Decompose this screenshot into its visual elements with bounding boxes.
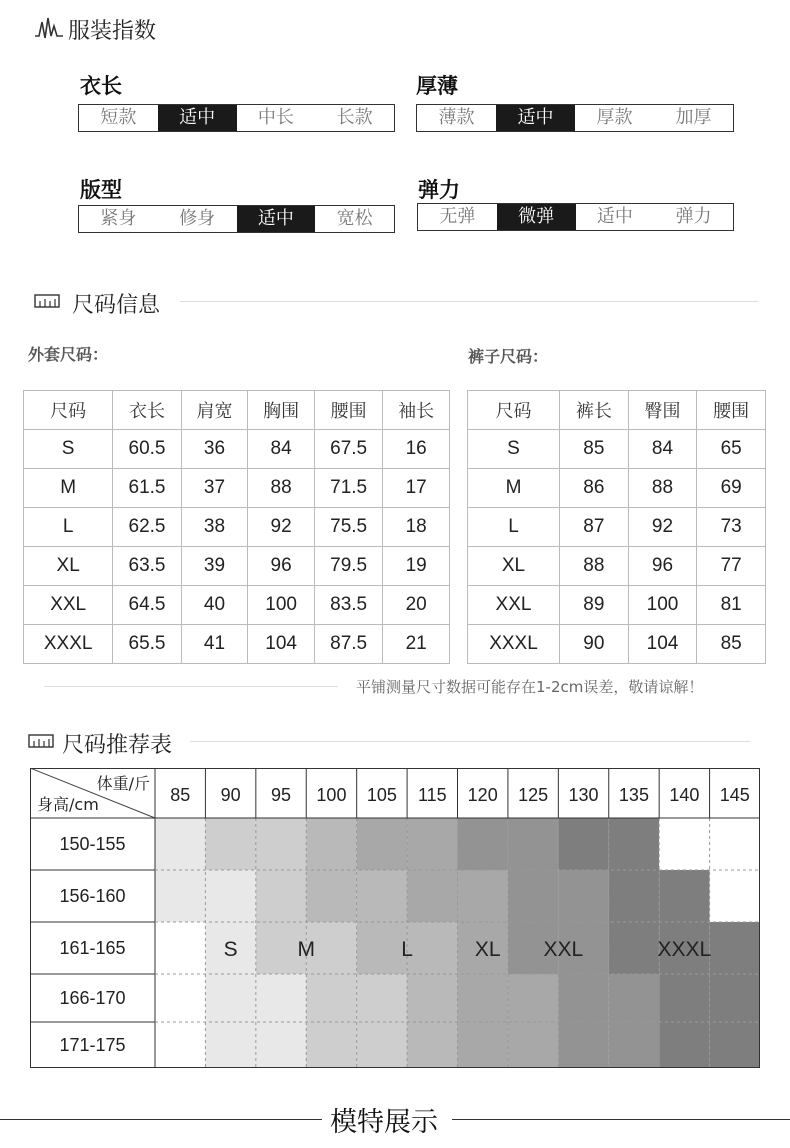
grid-cell: [155, 870, 205, 922]
weight-label: 100: [316, 785, 347, 805]
grid-cell: [508, 974, 558, 1022]
thickness-option[interactable]: 加厚: [675, 107, 712, 128]
grid-cell: [558, 818, 608, 870]
table-cell: 90: [560, 625, 629, 664]
table-cell: 18: [383, 508, 450, 547]
table-cell: 64.5: [113, 586, 181, 625]
fit-option[interactable]: 修身: [179, 208, 216, 229]
table-cell: 69: [697, 469, 766, 508]
table-cell: 65.5: [113, 625, 181, 664]
elasticity-option[interactable]: 无弹: [439, 206, 476, 227]
table-row: [24, 586, 450, 625]
footer-line-right: [452, 1119, 790, 1120]
grid-cell: [155, 922, 205, 974]
grid-cell: [407, 870, 457, 922]
table-cell: 40: [181, 586, 248, 625]
table-row: [24, 625, 450, 664]
thickness-option[interactable]: 薄款: [438, 107, 475, 128]
grid-cell: [558, 1022, 608, 1068]
grid-cell: [609, 818, 659, 870]
grid-cell: [407, 1022, 457, 1068]
table-header-cell: 臀围: [628, 391, 697, 430]
thickness-option[interactable]: 厚款: [596, 107, 633, 128]
table-cell: M: [24, 469, 113, 508]
thickness-option-selected[interactable]: 适中: [496, 105, 575, 131]
table-cell: 83.5: [314, 586, 382, 625]
grid-cell: [155, 974, 205, 1022]
table-row: [468, 586, 766, 625]
corner-height-label: 身高/cm: [37, 795, 99, 814]
divider: [44, 686, 338, 687]
table-cell: 77: [697, 547, 766, 586]
grid-cell: [458, 870, 508, 922]
table-cell: 67.5: [314, 430, 382, 469]
table-cell: 84: [628, 430, 697, 469]
table-cell: 71.5: [314, 469, 382, 508]
table-cell: XXXL: [468, 625, 560, 664]
weight-label: 125: [518, 785, 549, 805]
table-header-cell: 尺码: [468, 391, 560, 430]
grid-cell: [155, 1022, 205, 1068]
table-cell: S: [468, 430, 560, 469]
grid-cell: [407, 818, 457, 870]
table-row: [468, 625, 766, 664]
table-cell: 19: [383, 547, 450, 586]
length-option[interactable]: 中长: [257, 107, 294, 128]
pants-size-label: 裤子尺码：: [468, 347, 549, 366]
table-header-cell: 尺码: [24, 391, 113, 430]
table-cell: XL: [24, 547, 113, 586]
table-cell: L: [468, 508, 560, 547]
weight-label: 130: [568, 785, 599, 805]
grid-cell: [357, 870, 407, 922]
table-cell: 63.5: [113, 547, 181, 586]
table-header-cell: 胸围: [248, 391, 315, 430]
footer-title-model-showcase: 模特展示: [330, 1107, 438, 1138]
attr-title-thickness: 厚薄: [416, 74, 458, 98]
size-label: L: [401, 938, 413, 961]
table-cell: 39: [181, 547, 248, 586]
table-row: [468, 508, 766, 547]
grid-cell: [659, 818, 709, 870]
weight-label: 135: [618, 785, 649, 805]
grid-cell: [256, 818, 306, 870]
table-cell: 104: [628, 625, 697, 664]
grid-cell: [458, 974, 508, 1022]
fit-option-selected[interactable]: 适中: [237, 206, 316, 232]
fit-option[interactable]: 宽松: [336, 208, 373, 229]
table-row: [24, 430, 450, 469]
grid-cell: [205, 974, 255, 1022]
table-cell: S: [24, 430, 113, 469]
table-cell: 96: [628, 547, 697, 586]
pants-size-table: [467, 390, 766, 664]
table-cell: 96: [248, 547, 315, 586]
table-row: [468, 547, 766, 586]
size-label: M: [297, 938, 315, 961]
elasticity-option-selected[interactable]: 微弹: [497, 204, 576, 230]
table-cell: M: [468, 469, 560, 508]
grid-cell: [306, 818, 356, 870]
table-cell: 73: [697, 508, 766, 547]
table-cell: 88: [560, 547, 629, 586]
table-cell: 62.5: [113, 508, 181, 547]
size-recommendation-chart: [30, 768, 760, 1068]
grid-cell: [357, 974, 407, 1022]
jacket-size-table: [23, 390, 450, 664]
table-header-cell: 衣长: [113, 391, 181, 430]
grid-cell: [710, 922, 760, 974]
table-cell: XL: [468, 547, 560, 586]
size-label: S: [223, 938, 238, 961]
table-cell: 79.5: [314, 547, 382, 586]
table-cell: 85: [697, 625, 766, 664]
attr-title-elasticity: 弹力: [418, 178, 460, 202]
elasticity-option[interactable]: 适中: [596, 206, 633, 227]
table-cell: 88: [628, 469, 697, 508]
grid-cell: [710, 974, 760, 1022]
grid-cell: [256, 974, 306, 1022]
grid-cell: [710, 1022, 760, 1068]
table-header-cell: 腰围: [697, 391, 766, 430]
section-title-size-recommend: 尺码推荐表: [62, 733, 173, 758]
table-cell: 36: [181, 430, 248, 469]
weight-label: 90: [220, 785, 241, 805]
table-header-row: [468, 391, 766, 430]
weight-label: 85: [170, 785, 191, 805]
table-cell: 65: [697, 430, 766, 469]
grid-cell: [558, 870, 608, 922]
table-header-row: [24, 391, 450, 430]
grid-cell: [458, 818, 508, 870]
table-cell: 41: [181, 625, 248, 664]
table-cell: 86: [560, 469, 629, 508]
table-row: [24, 547, 450, 586]
table-cell: L: [24, 508, 113, 547]
table-cell: 84: [248, 430, 315, 469]
grid-cell: [357, 1022, 407, 1068]
table-cell: 21: [383, 625, 450, 664]
table-cell: 16: [383, 430, 450, 469]
grid-cell: [508, 870, 558, 922]
grid-cell: [659, 974, 709, 1022]
table-header-cell: 肩宽: [181, 391, 248, 430]
table-cell: 87.5: [314, 625, 382, 664]
section-title-clothing-index: 服装指数: [68, 19, 157, 44]
divider: [180, 301, 758, 302]
grid-cell: [306, 1022, 356, 1068]
grid-cell: [357, 922, 407, 974]
grid-cell: [659, 1022, 709, 1068]
length-option[interactable]: 长款: [336, 107, 373, 128]
table-cell: 37: [181, 469, 248, 508]
attr-title-length: 衣长: [80, 74, 122, 98]
divider: [190, 741, 750, 742]
table-cell: 100: [628, 586, 697, 625]
table-cell: 92: [248, 508, 315, 547]
ruler-icon: [34, 294, 60, 308]
grid-cell: [357, 818, 407, 870]
thickness-selector: [416, 104, 734, 132]
table-cell: 17: [383, 469, 450, 508]
size-label: XL: [474, 938, 501, 961]
table-cell: 85: [560, 430, 629, 469]
table-cell: 61.5: [113, 469, 181, 508]
grid-cell: [256, 1022, 306, 1068]
grid-cell: [306, 974, 356, 1022]
table-cell: XXL: [24, 586, 113, 625]
table-cell: 92: [628, 508, 697, 547]
grid-cell: [407, 922, 457, 974]
section-title-size-info: 尺码信息: [72, 293, 161, 318]
table-cell: 75.5: [314, 508, 382, 547]
height-label: 150-155: [59, 834, 126, 854]
grid-cell: [609, 974, 659, 1022]
length-selector: [78, 104, 395, 132]
attr-title-fit: 版型: [80, 178, 122, 202]
table-header-cell: 腰围: [314, 391, 382, 430]
elasticity-option[interactable]: 弹力: [675, 206, 712, 227]
table-cell: 100: [248, 586, 315, 625]
grid-cell: [155, 818, 205, 870]
corner-weight-label: 体重/斤: [96, 774, 150, 793]
height-label: 171-175: [59, 1035, 126, 1055]
grid-cell: [710, 870, 760, 922]
grid-cell: [659, 870, 709, 922]
fit-option[interactable]: 紧身: [100, 208, 137, 229]
height-label: 156-160: [59, 886, 126, 906]
table-cell: 20: [383, 586, 450, 625]
grid-cell: [609, 1022, 659, 1068]
table-row: [468, 469, 766, 508]
grid-cell: [609, 870, 659, 922]
table-cell: 38: [181, 508, 248, 547]
grid-cell: [458, 1022, 508, 1068]
table-cell: 104: [248, 625, 315, 664]
height-label: 166-170: [59, 988, 126, 1008]
table-cell: 88: [248, 469, 315, 508]
table-cell: 81: [697, 586, 766, 625]
measurement-note: 平铺测量尺寸数据可能存在1-2cm误差，敬请谅解！: [356, 678, 704, 696]
length-option-selected[interactable]: 适中: [158, 105, 237, 131]
grid-cell: [205, 1022, 255, 1068]
footer-line-left: [0, 1119, 322, 1120]
grid-cell: [710, 818, 760, 870]
table-cell: XXXL: [24, 625, 113, 664]
grid-cell: [609, 922, 659, 974]
table-cell: XXL: [468, 586, 560, 625]
elasticity-selector: [417, 203, 734, 231]
grid-cell: [256, 870, 306, 922]
jacket-size-label: 外套尺码：: [28, 345, 109, 364]
grid-cell: [508, 1022, 558, 1068]
ruler-icon: [28, 734, 54, 748]
table-row: [24, 508, 450, 547]
grid-cell: [407, 974, 457, 1022]
table-header-cell: 裤长: [560, 391, 629, 430]
table-cell: 60.5: [113, 430, 181, 469]
table-row: [24, 469, 450, 508]
weight-label: 120: [467, 785, 498, 805]
table-cell: 89: [560, 586, 629, 625]
grid-cell: [508, 818, 558, 870]
weight-label: 140: [669, 785, 700, 805]
length-option[interactable]: 短款: [100, 107, 137, 128]
size-label: XXXL: [657, 938, 712, 961]
pulse-icon: [34, 14, 64, 40]
grid-cell: [306, 870, 356, 922]
weight-label: 115: [417, 785, 447, 805]
weight-label: 95: [271, 785, 292, 805]
weight-label: 145: [719, 785, 750, 805]
table-cell: 87: [560, 508, 629, 547]
grid-cell: [205, 818, 255, 870]
table-header-cell: 袖长: [383, 391, 450, 430]
grid-cell: [205, 870, 255, 922]
size-label: XXL: [543, 938, 584, 961]
weight-label: 105: [366, 785, 397, 805]
table-row: [468, 430, 766, 469]
grid-cell: [558, 974, 608, 1022]
height-label: 161-165: [59, 938, 126, 958]
fit-selector: [78, 205, 395, 233]
